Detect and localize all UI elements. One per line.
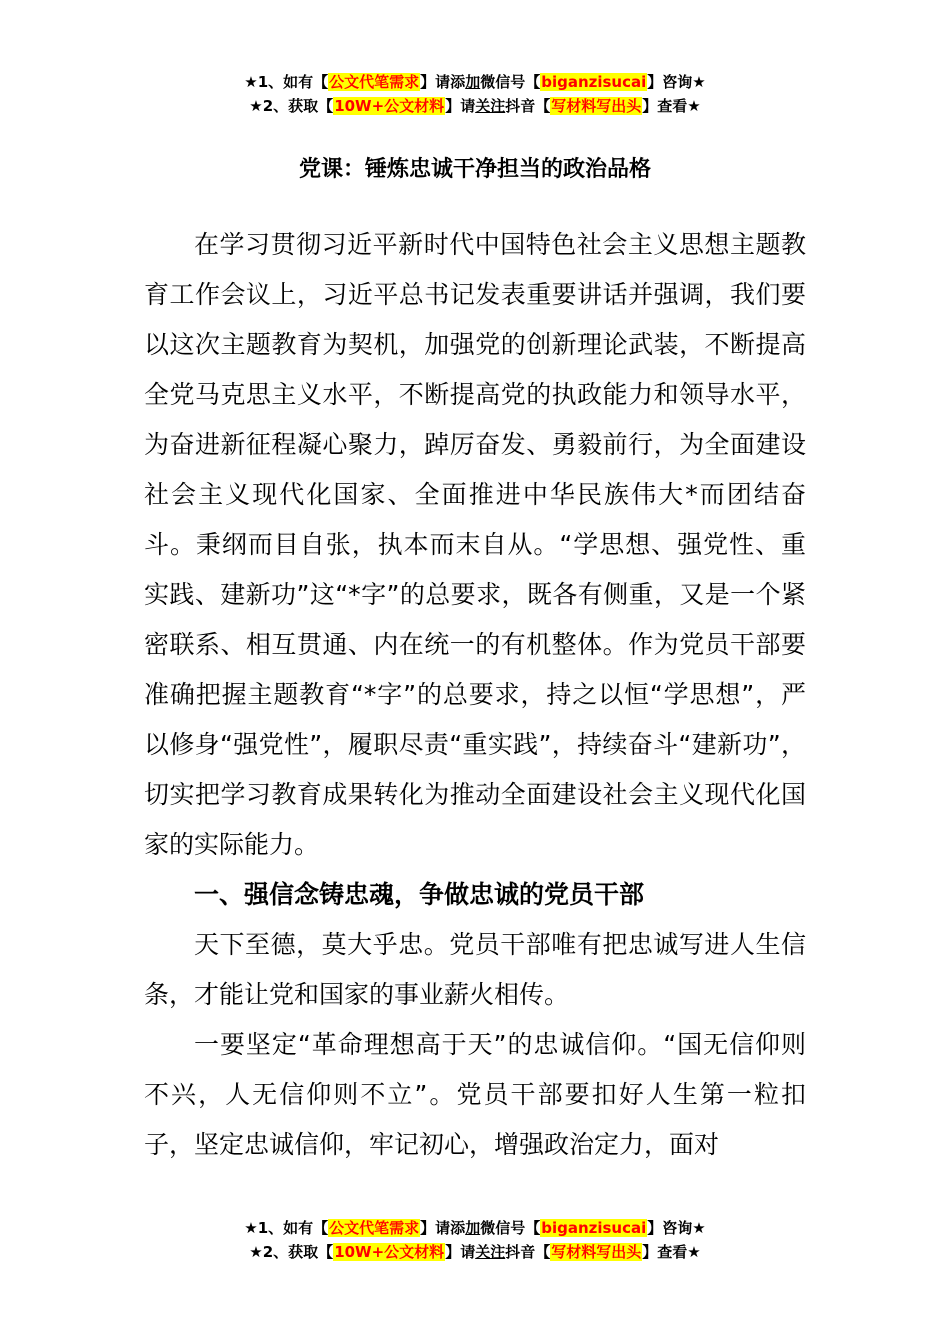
banner-line-1: ★1、如有【公文代笔需求】请添加微信号【biganzisucai】咨询★ (244, 1219, 706, 1237)
banner-line-2: ★2、获取【10W+公文材料】请关注抖音【写材料写出头】查看★ (249, 1243, 701, 1261)
section-paragraph: 天下至德，莫大乎忠。党员干部唯有把忠诚写进人生信条，才能让党和国家的事业薪火相传。 (144, 930, 806, 1009)
top-banner (0, 70, 950, 118)
highlight-douyin-account: 写材料写出头 (551, 97, 642, 115)
intro-paragraph: 在学习贯彻习近平新时代中国特色社会主义思想主题教育工作会议上，习近平总书记发表重要讲话并强调，我们要以这次主题教育为契机，加强党的创新理论武装，不断提高全党马克思主义水平，不断提高党的执政能力和领导水平，为奋进新征程凝心聚力，踔厉奋发、勇毅前行，为全面建设社会主义现代化国家、全面推进中华民族伟大*而团结奋斗。秉纲而目自张，执本而末自从。“学思想、强党性、重实践、建新功”这“*字”的总要求，既各有侧重，又是一个紧密联系、相互贯通、内在统一的有机整体。作为党员干部要准确把握主题教育“*字”的总要求，持之以恒“学思想”，严以修身“强党性”，履职尽责“重实践”，持续奋斗“建新功”，切实把学习教育成果转化为推动全面建设社会主义现代化国家的实际能力。 (144, 230, 806, 859)
highlight-materials: 10W+公文材料 (334, 1243, 445, 1261)
bottom-banner (0, 1216, 950, 1264)
highlight-writing-service: 公文代笔需求 (329, 1219, 420, 1237)
highlight-materials: 10W+公文材料 (334, 97, 445, 115)
section-paragraph: 一要坚定“革命理想高于天”的忠诚信仰。“国无信仰则不兴，人无信仰则不立”。党员干部要扣好人生第一粒扣子，坚定忠诚信仰，牢记初心，增强政治定力，面对 (144, 1030, 806, 1159)
highlight-wechat-id: biganzisucai (541, 73, 647, 91)
banner-line-1: ★1、如有【公文代笔需求】请添加微信号【biganzisucai】咨询★ (244, 73, 706, 91)
document-body (144, 220, 806, 1170)
section-heading: 一、强信念铸忠魂，争做忠诚的党员干部 (194, 880, 645, 909)
highlight-douyin-account: 写材料写出头 (551, 1243, 642, 1261)
document-title: 党课：锤炼忠诚干净担当的政治品格 (298, 157, 651, 182)
highlight-writing-service: 公文代笔需求 (329, 73, 420, 91)
banner-line-2: ★2、获取【10W+公文材料】请关注抖音【写材料写出头】查看★ (249, 97, 701, 115)
highlight-wechat-id: biganzisucai (541, 1219, 647, 1237)
